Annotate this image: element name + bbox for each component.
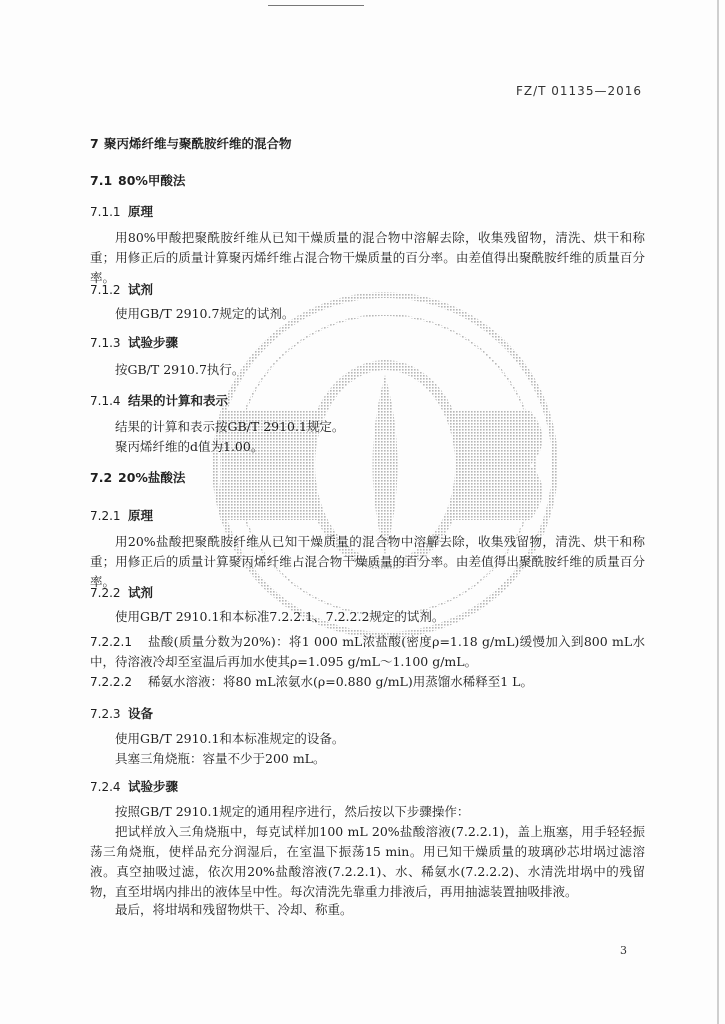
section-7-1-title: 80%甲酸法: [118, 173, 186, 188]
section-7-1-2-title: 试剂: [128, 282, 154, 297]
standard-code: FZ/T 01135—2016: [515, 84, 642, 98]
section-7-1-3-text: 按GB/T 2910.7执行。: [115, 362, 245, 377]
section-7-1-2-text: 使用GB/T 2910.7规定的试剂。: [115, 306, 295, 321]
section-7-2-4-number: 7.2.4: [90, 780, 121, 794]
page-number: 3: [620, 944, 627, 957]
section-7-2-2-number: 7.2.2: [90, 586, 121, 600]
section-7-2-3-number: 7.2.3: [90, 707, 121, 721]
section-7-1-3-number: 7.1.3: [90, 336, 121, 350]
section-7-2-4-title: 试验步骤: [128, 779, 179, 794]
section-7-1-1-paragraph: 用80%甲酸把聚酰胺纤维从已知干燥质量的混合物中溶解去除，收集残留物，清洗、烘干和称重；用修正后的质量计算聚丙烯纤维占混合物干燥质量的百分率。由差值得出聚酰胺纤维的质量百分率。: [90, 230, 645, 285]
section-7-1-4-number: 7.1.4: [90, 394, 121, 408]
section-7-1-3-title: 试验步骤: [128, 335, 179, 350]
section-7-1-1-title: 原理: [128, 204, 154, 219]
section-7-2-1-paragraph: 用20%盐酸把聚酰胺纤维从已知干燥质量的混合物中溶解去除，收集残留物，清洗、烘干和称重；用修正后的质量计算聚丙烯纤维占混合物干燥质量的百分率。由差值得出聚酰胺纤维的质量百分率。: [90, 534, 645, 589]
section-7-2-2-2-text: 稀氨水溶液：将80 mL浓氨水(ρ=0.880 g/mL)用蒸馏水稀释至1 L。: [148, 674, 533, 689]
section-7-title: 聚丙烯纤维与聚酰胺纤维的混合物: [104, 136, 292, 151]
top-edge-mark: [268, 0, 364, 6]
section-7-1-number: 7.1: [90, 173, 113, 188]
section-7-2-2-title: 试剂: [128, 585, 154, 600]
section-7-2-2-1-text: 盐酸(质量分数为20%)：将1 000 mL浓盐酸(密度ρ=1.18 g/mL)缓慢加入到800 mL水中，待溶液冷却至室温后再加水使其ρ=1.095 g/mL～1.100 g/mL。: [90, 634, 645, 669]
watermark-emblem-icon: [210, 270, 560, 660]
section-7-1-4-title: 结果的计算和表示: [128, 393, 229, 408]
section-7-1-4-line1: 结果的计算和表示按GB/T 2910.1规定。: [115, 419, 345, 434]
section-7-2-title: 20%盐酸法: [118, 470, 186, 485]
scan-edge: [717, 0, 719, 1024]
section-7-2-4-paragraph: 把试样放入三角烧瓶中，每克试样加100 mL 20%盐酸溶液(7.2.2.1)，盖上瓶塞，用手轻轻振荡三角烧瓶，使样品充分润湿后，在室温下振荡15 min。用已知干燥质量的玻璃砂芯坩埚过滤溶液。真空抽吸过滤，依次用20%盐酸溶液(7.2.2.1)、水、稀氨水(7.2.2.2)、水清洗坩埚中的残留物，直至坩埚内排出的液体呈中性。每次清洗先靠重力排液后，再用抽滤装置抽吸排液。: [90, 824, 645, 899]
section-7-1-4-line2: 聚丙烯纤维的d值为1.00。: [115, 439, 264, 454]
section-7-2-3-line2: 具塞三角烧瓶：容量不少于200 mL。: [115, 751, 326, 766]
section-7-2-2-1-number: 7.2.2.1: [90, 635, 132, 649]
section-7-1-1-number: 7.1.1: [90, 205, 121, 219]
section-7-2-1-number: 7.2.1: [90, 509, 121, 523]
section-7-2-2-text: 使用GB/T 2910.1和本标准7.2.2.1、7.2.2.2规定的试剂。: [115, 609, 445, 624]
section-7-2-3-title: 设备: [128, 706, 154, 721]
section-7-2-2-2-number: 7.2.2.2: [90, 675, 132, 689]
section-7-2-4-line3: 最后，将坩埚和残留物烘干、冷却、称重。: [115, 902, 353, 917]
section-7-number: 7: [90, 136, 99, 151]
section-7-2-4-line1: 按照GB/T 2910.1规定的通用程序进行，然后按以下步骤操作：: [115, 804, 470, 819]
section-7-2-1-title: 原理: [128, 508, 154, 523]
section-7-2-number: 7.2: [90, 470, 113, 485]
section-7-2-3-line1: 使用GB/T 2910.1和本标准规定的设备。: [115, 731, 345, 746]
section-7-1-2-number: 7.1.2: [90, 283, 121, 297]
